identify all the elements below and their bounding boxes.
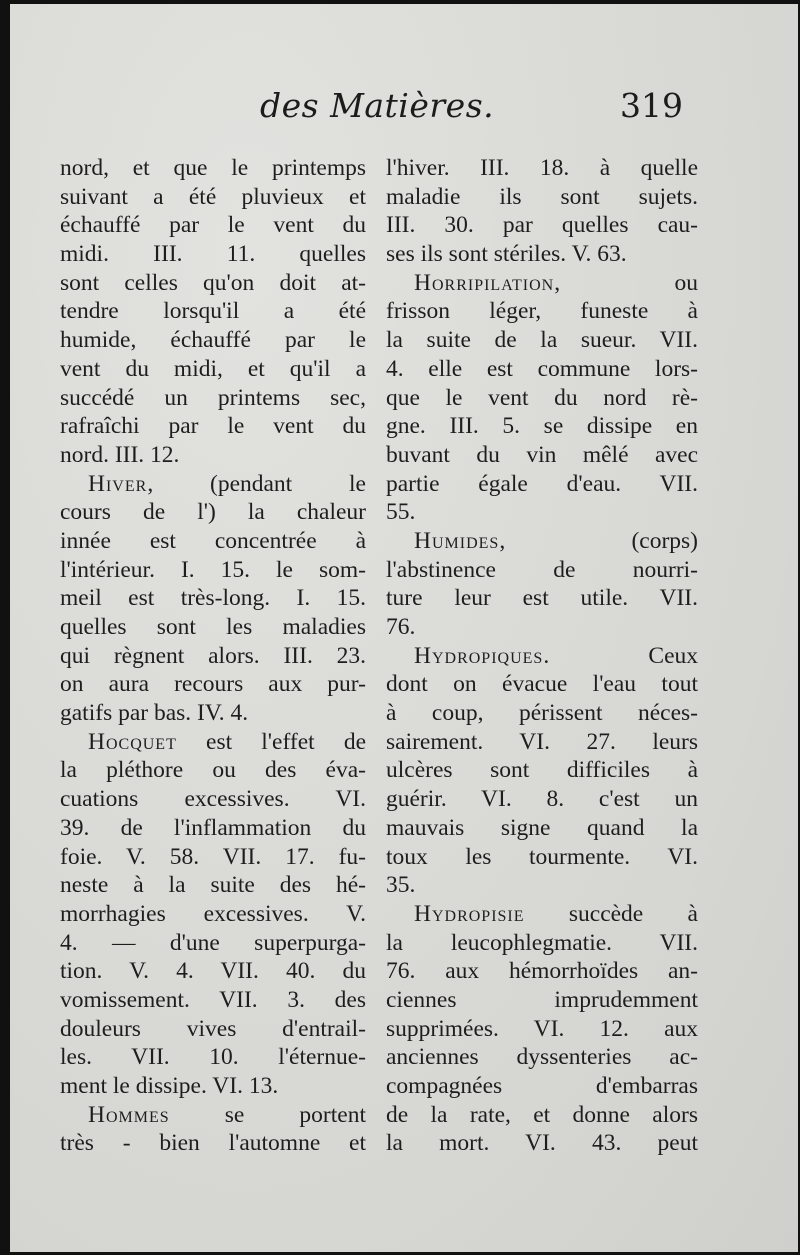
entry-headword: Humides [414,527,500,554]
line-text: , ou [554,269,698,296]
text-line [386,412,698,441]
text-line [386,957,698,986]
text-line [60,470,366,499]
text-line [60,756,366,785]
book-page [10,4,798,1252]
line-text: la suite de la sueur. VII. [386,327,698,354]
text-line [386,355,698,384]
line-text: gatifs par bas. IV. 4. [60,700,249,727]
line-text: quelles sont les maladies [60,614,366,640]
text-line [386,441,698,470]
text-line [60,412,366,441]
line-text: innée est concentrée à [60,527,366,554]
line-text: cours de l') la chaleur [60,499,366,526]
line-text: humide, échauffé par le [60,327,366,354]
line-text: neste à la suite des hé- [60,872,366,899]
entry-headword: Hydropiques [414,642,544,669]
line-text: 4. elle est commune lors- [386,355,698,382]
line-text: cuations excessives. VI. [60,786,366,813]
line-text: les. VII. 10. l'éternue- [60,1044,366,1071]
text-line [386,154,698,183]
text-line [60,613,366,642]
text-line [60,642,366,671]
page-number: 319 [620,86,683,125]
text-line [60,871,366,900]
text-line [60,1129,366,1158]
text-line [60,384,366,413]
text-line [386,183,698,212]
text-line [386,785,698,814]
line-text: , (corps) [499,527,698,554]
line-text: ciennes imprudemment [386,986,698,1013]
right-column [386,154,698,1158]
line-text: vomissement. VII. 3. des [60,986,366,1013]
text-line [386,1072,698,1101]
text-line [386,297,698,326]
text-line [60,1072,366,1101]
line-text: 55. [386,499,416,526]
text-line [386,986,698,1015]
text-line [60,556,366,585]
text-line [386,728,698,757]
text-line [386,670,698,699]
text-line [386,642,698,671]
line-text: sont celles qu'on doit at- [60,269,366,296]
text-line [60,785,366,814]
line-text: est l'effet de [176,728,366,755]
text-line [386,240,698,269]
text-line [386,843,698,872]
text-line [386,211,698,240]
line-text: gne. III. 5. se dissipe en [386,413,698,440]
line-text: ment le dissipe. VI. 13. [60,1073,279,1099]
page-header [10,86,798,136]
line-text: 76. aux hémorrhoïdes an- [386,958,698,985]
text-line [386,556,698,585]
line-text: ulcères sont difficiles à [386,757,698,784]
left-column [60,154,366,1158]
line-text: la mort. VI. 43. peut [386,1130,698,1157]
text-line [60,584,366,613]
text-line [60,1043,366,1072]
line-text: échauffé par le vent du [60,212,366,239]
text-line [60,269,366,298]
line-text: meil est très-long. I. 15. [60,585,366,612]
text-line [60,211,366,240]
line-text: partie égale d'eau. VII. [386,470,698,497]
line-text: , (pendant le [147,470,366,497]
line-text: mauvais signe quand la [386,814,698,841]
text-line [386,527,698,556]
text-line [386,814,698,843]
text-line [60,929,366,958]
line-text: on aura recours aux pur- [60,671,366,698]
text-line [60,297,366,326]
line-text: de la rate, et donne alors [386,1101,698,1128]
text-line [60,240,366,269]
text-line [60,355,366,384]
line-text: vent du midi, et qu'il a [60,355,366,382]
line-text: à coup, périssent néces- [386,700,698,727]
text-line [386,384,698,413]
text-line [386,613,698,642]
text-line [60,1015,366,1044]
text-line [386,269,698,298]
text-line [60,670,366,699]
line-text: toux les tourmente. VI. [386,843,698,870]
line-text: très - bien l'automne et [60,1130,366,1157]
line-text: 35. [386,872,416,899]
line-text: tion. V. 4. VII. 40. du [60,958,366,985]
text-line [386,498,698,527]
line-text: dont on évacue l'eau tout [386,671,698,698]
text-line [60,498,366,527]
line-text: 4. — d'une superpurga- [60,929,366,956]
line-text: midi. III. 11. quelles [60,241,366,268]
line-text: supprimées. VI. 12. aux [386,1015,698,1042]
line-text: frisson léger, funeste à [386,298,698,325]
text-line [60,326,366,355]
text-line [386,699,698,728]
line-text: la pléthore ou des éva- [60,757,366,784]
line-text: que le vent du nord rè- [386,384,698,411]
text-line [386,1129,698,1158]
line-text: l'abstinence de nourri- [386,556,698,583]
entry-headword: Hydropisie [414,900,525,927]
line-text: rafraîchi par le vent du [60,413,366,440]
running-title: des Matières. [260,86,495,125]
text-line [60,986,366,1015]
text-line [386,756,698,785]
line-text: tendre lorsqu'il a été [60,298,366,325]
line-text: 76. [386,614,416,640]
line-text: l'hiver. III. 18. à quelle [386,155,698,181]
text-line [60,728,366,757]
text-line [386,470,698,499]
text-line [60,154,366,183]
line-text: . Ceux [543,642,698,669]
text-line [60,1101,366,1130]
line-text: III. 30. par quelles cau- [386,212,698,239]
entry-headword: Hocquet [88,728,177,755]
text-line [386,1015,698,1044]
line-text: foie. V. 58. VII. 17. fu- [60,843,366,870]
text-line [60,900,366,929]
line-text: ses ils sont stériles. V. 63. [386,241,627,268]
line-text: l'intérieur. I. 15. le som- [60,556,366,583]
line-text: douleurs vives d'entrail- [60,1015,366,1042]
text-line [386,1101,698,1130]
text-line [386,584,698,613]
line-text: ture leur est utile. VII. [386,585,698,612]
text-line [60,814,366,843]
line-text: morrhagies excessives. V. [60,900,366,927]
text-line [386,326,698,355]
entry-headword: Horripilation [414,269,555,296]
line-text: 39. de l'inflammation du [60,814,366,841]
line-text: nord, et que le printemps [60,155,366,181]
line-text: la leucophlegmatie. VII. [386,929,698,956]
line-text: succède à [524,900,698,927]
text-line [60,183,366,212]
entry-headword: Hiver [88,470,148,497]
text-line [386,871,698,900]
line-text: anciennes dyssenteries ac- [386,1044,698,1071]
text-line [60,441,366,470]
text-line [60,843,366,872]
line-text: compagnées d'embarras [386,1073,698,1099]
line-text: qui règnent alors. III. 23. [60,642,366,669]
text-line [60,527,366,556]
text-line [386,1043,698,1072]
text-line [386,929,698,958]
line-text: guérir. VI. 8. c'est un [386,786,698,813]
line-text: buvant du vin mêlé avec [386,441,698,468]
line-text: se portent [169,1101,366,1128]
text-line [60,699,366,728]
text-line [60,957,366,986]
line-text: sairement. VI. 27. leurs [386,728,698,755]
entry-headword: Hommes [88,1101,170,1128]
line-text: nord. III. 12. [60,441,180,468]
text-line [386,900,698,929]
line-text: succédé un printems sec, [60,384,366,411]
line-text: suivant a été pluvieux et [60,183,366,210]
line-text: maladie ils sont sujets. [386,183,698,210]
